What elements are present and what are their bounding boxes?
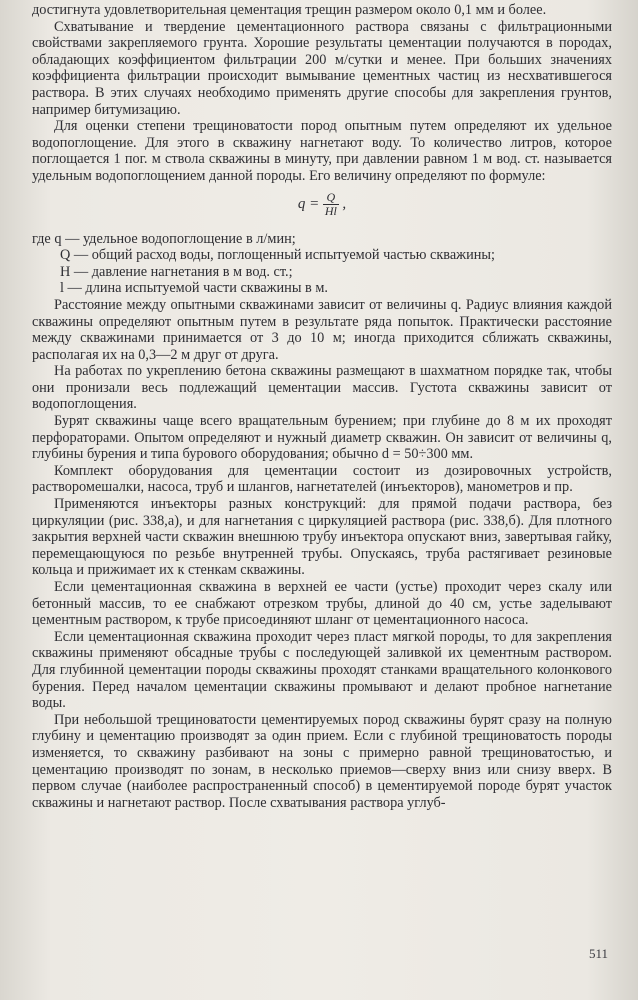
- formula-definitions: [32, 231, 612, 297]
- definition-H: H — давление нагнетания в м вод. ст.;: [60, 263, 293, 280]
- paragraph-filtration: Схватывание и твердение цементационного раствора связаны с фильтрационными свойствами закрепляемого грунта. Хорошие результаты цементации получаются в породах, обладающих коэффициентом фильтрации 200 м/сутки и менее. При больших значениях коэффициента фильтрации происходит вымывание цементных частиц из несхватившегося раствора. В этих случаях необходимо применять другие способы для закрепления грунтов, например битумизацию.: [32, 18, 612, 118]
- definition-Q: Q — общий расход воды, поглощенный испытуемой частью скважины;: [60, 247, 495, 264]
- paragraph-equipment: Комплект оборудования для цементации состоит из дозировочных устройств, растворомешалки, насоса, труб и шлангов, нагнетателей (инъекторов), манометров и пр.: [32, 462, 612, 496]
- formula-specific-absorption: [32, 191, 612, 223]
- definition-q: где q — удельное водопоглощение в л/мин;: [32, 230, 296, 247]
- paragraph-drilling: Бурят скважины чаще всего вращательным бурением; при глубине до 8 м их проходят перфораторами. Опытом определяют и нужный диаметр скважин. Он зависит от величины q, глубины бурения и типа бурового оборудования; обычно d = 50÷300 мм.: [32, 413, 612, 463]
- definition-l: l — длина испытуемой части скважины в м.: [60, 280, 328, 297]
- body-text: [32, 2, 612, 811]
- formula-lhs: q =: [297, 195, 320, 212]
- paragraph-spacing: Расстояние между опытными скважинами зависит от величины q. Радиус влияния каждой скважины определяют опытным путем в результате ряда попыток. Практически расстояние между скважинами принимается от 3 до 10 м; иногда приходится сближать скважины, располагая их на 0,3—2 м друг от друга.: [32, 296, 612, 363]
- paragraph-soft-rock: Если цементационная скважина проходит через пласт мягкой породы, то для закрепления скважины применяют обсадные трубы с последующей заливкой их цементным раствором. Для глубинной цементации породы скважины проходят станками вращательного колонкового бурения. Перед началом цементации скважины промывают и делают пробное нагнетание воды.: [32, 628, 612, 712]
- paragraph-injectors: Применяются инъекторы разных конструкций: для прямой подачи раствора, без циркуляции (рис. 338,а), и для нагнетания с циркуляцией раствора (рис. 338,б). Для плотного закрытия верхней части скважин внешнюю трубу инъектора опускают вниз, завертывая гайку, перемещающуюся по резьбе внутренней трубы. Опускаясь, труба растягивает резиновые кольца и прижимает их к стенкам скважины.: [32, 496, 612, 579]
- page-number: 511: [588, 946, 608, 961]
- paragraph-continuation: достигнута удовлетворительная цементация трещин размером около 0,1 мм и более.: [32, 2, 547, 18]
- formula-fraction: [323, 191, 339, 218]
- formula-suffix: ,: [342, 195, 347, 212]
- paragraph-rock-mouth: Если цементационная скважина в верхней ее части (устье) проходит через скалу или бетонный массив, то ее снабжают отрезком трубы, длиной до 40 см, устье заделывают цементным раствором, к трубе присоединяют шланг от цементационного насоса.: [32, 579, 612, 629]
- formula-numerator: Q: [323, 191, 339, 205]
- formula-denominator: Hl: [324, 203, 337, 218]
- paragraph-concrete: На работах по укреплению бетона скважины размещают в шахматном порядке так, чтобы они пронизали весь подлежащий цементации массив. Густота скважины зависит от водопоглощения.: [32, 363, 612, 413]
- paragraph-zones: При небольшой трещиноватости цементируемых пород скважины бурят сразу на полную глубину и цементацию производят за один прием. Если с глубиной трещиноватость породы изменяется, то скважину разбивают на зоны с примерно равной трещиноватостью, и цементацию производят по зонам, в несколько приемов—сверху вниз или снизу вверх. В первом случае (наиболее распространенный способ) в цементируемой породе бурят участок скважины и нагнетают раствор. После схватывания раствора углуб-: [32, 711, 612, 811]
- paragraph-water-absorption: Для оценки степени трещиноватости пород опытным путем определяют их удельное водопоглощение. Для этого в скважину нагнетают воду. То количество литров, которое поглощается 1 пог. м ствола скважины в минуту, при давлении равном 1 м вод. ст. называется удельным водопоглощением данной породы. Его величину определяют по формуле:: [32, 118, 612, 184]
